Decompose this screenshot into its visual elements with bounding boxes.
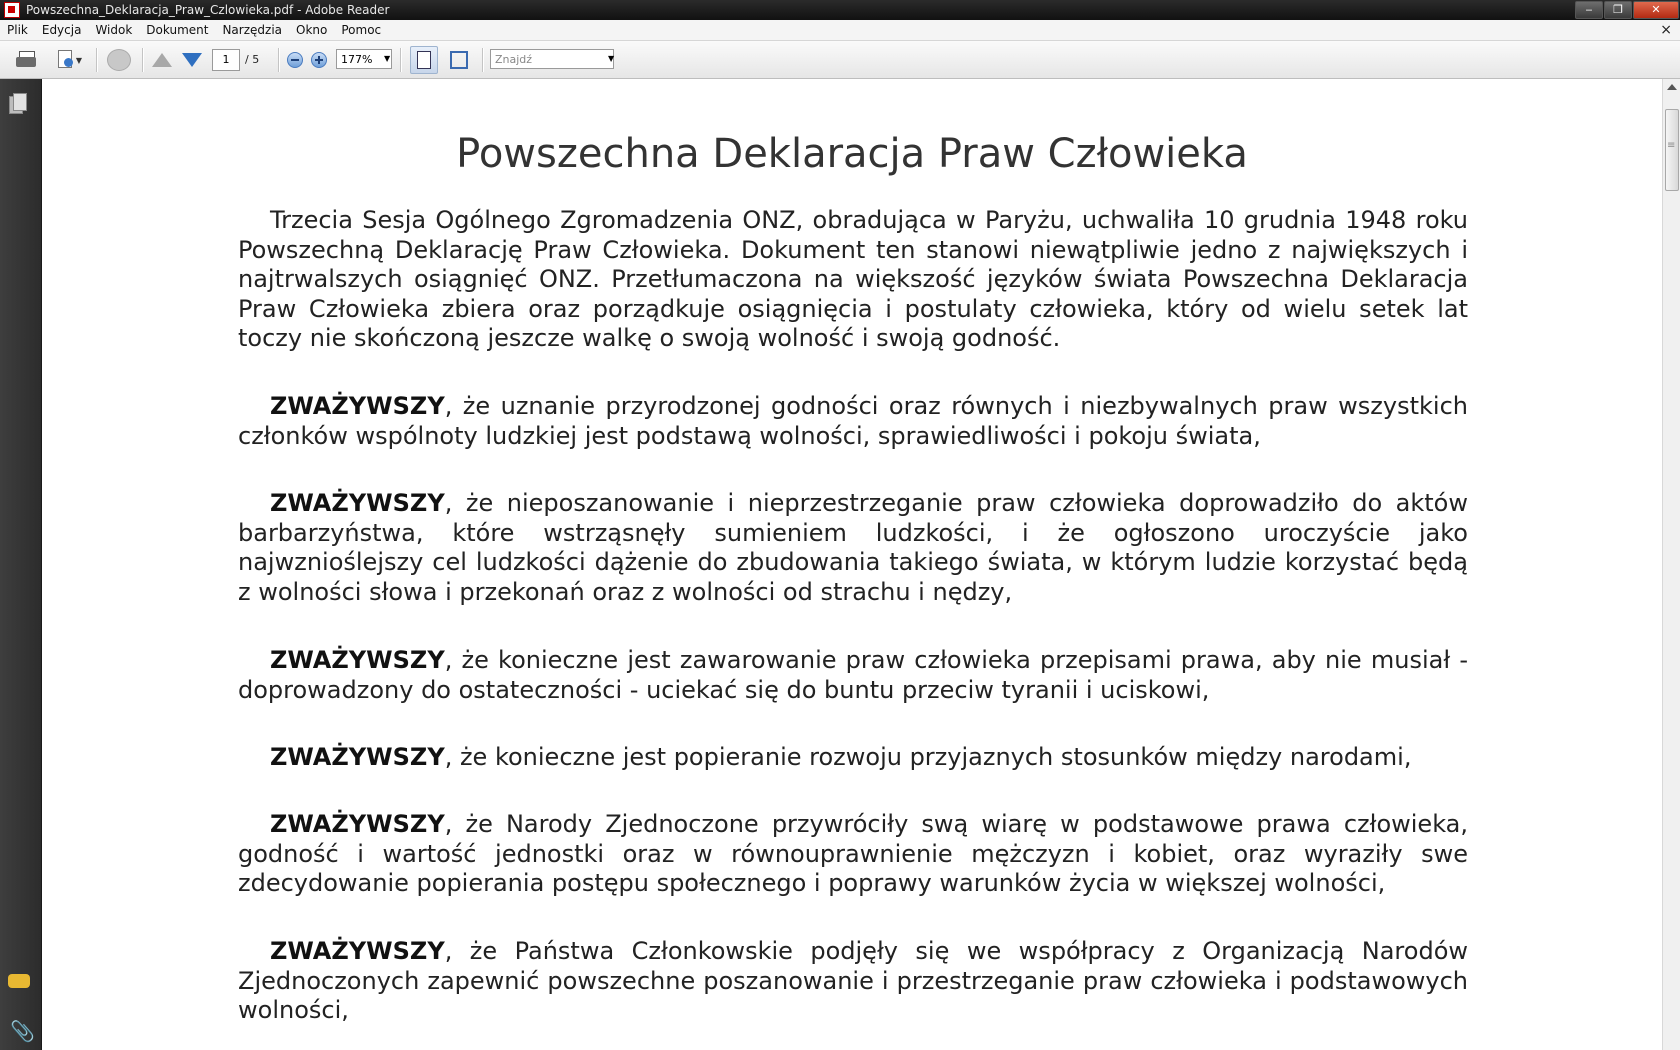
document-title: Powszechna Deklaracja Praw Człowieka (456, 131, 1248, 177)
document-share-icon (56, 50, 74, 70)
menu-okno[interactable]: Okno (296, 23, 328, 37)
window-title: Powszechna_Deklaracja_Praw_Czlowieka.pdf - Adobe Reader (26, 3, 390, 17)
scroll-thumb[interactable] (1665, 109, 1679, 191)
clause-lead-word: ZWAŻYWSZY (270, 937, 445, 965)
document-view[interactable] (42, 79, 1662, 1050)
toolbar-divider (482, 48, 484, 72)
pages-icon[interactable] (9, 93, 27, 115)
window-title-bar (0, 0, 1680, 20)
restore-button[interactable]: ❐ (1604, 1, 1632, 19)
arrow-up-icon (152, 53, 172, 67)
window-controls (1574, 1, 1679, 17)
chevron-down-icon[interactable]: ▼ (608, 54, 615, 63)
clause-text: , że Narody Zjednoczone przywróciły swą wiarę w podstawowe prawa człowieka, godność i wartość jednostki oraz w równouprawnienie mężczyzn i kobiet, oraz wyraziły swe zdecydowanie popierania postępu społecznego i poprawy warunków życia w większej wolności, (238, 810, 1468, 897)
vertical-scrollbar[interactable] (1662, 79, 1680, 1050)
menu-widok[interactable]: Widok (95, 23, 133, 37)
pdf-page (42, 79, 1662, 1050)
toolbar-divider (400, 48, 402, 72)
menu-bar (0, 20, 1680, 41)
page-number-input[interactable]: 1 (212, 49, 240, 71)
print-button[interactable] (14, 49, 40, 71)
clause-paragraph (238, 937, 1468, 1026)
menu-narzedzia[interactable]: Narzędzia (222, 23, 283, 37)
clause-lead-word: ZWAŻYWSZY (270, 392, 445, 420)
toolbar-divider (278, 48, 280, 72)
menu-dokument[interactable]: Dokument (146, 23, 209, 37)
zoom-in-icon (311, 52, 327, 68)
fit-page-width-icon (417, 51, 431, 69)
printer-icon (16, 51, 38, 69)
clause-paragraph (238, 392, 1468, 451)
collaborate-icon (107, 49, 131, 71)
chevron-down-icon[interactable]: ▼ (384, 54, 391, 63)
clause-text: , że nieposzanowanie i nieprzestrzeganie praw człowieka doprowadziło do aktów barbarzyństwa, które wstrząsnęły sumieniem ludzkości, i że ogłoszono uroczyście jako najwznioślejszy cel ludzkości dążenie do zbudowania takiego świata, w którym ludzie korzystać będą z wolności słowa i przekonań oraz z wolności od strachu i nędzy, (238, 489, 1468, 606)
next-page-button[interactable] (180, 49, 204, 71)
clause-paragraph (238, 489, 1468, 607)
arrow-down-icon (182, 53, 202, 67)
clause-paragraph (238, 743, 1468, 773)
fit-width-button[interactable] (410, 46, 438, 74)
zoom-out-icon (287, 52, 303, 68)
intro-text: Trzecia Sesja Ogólnego Zgromadzenia ONZ, obradująca w Paryżu, uchwaliła 10 grudnia 1948 roku Powszechną Deklarację Praw Człowieka. Dokument ten stanowi niewątpliwie jedno z największych i najtrwalszych osiągnięć ONZ. Przetłumaczona na większość języków świata Powszechna Deklaracja Praw Człowieka zbiera oraz porządkuje osiągnięcia i postulaty człowieka, który od wielu setek lat toczy nie skończoną jeszcze walkę o swoją wolność i swoją godność. (238, 206, 1468, 352)
zoom-out-button[interactable] (286, 49, 304, 71)
menu-pomoc[interactable]: Pomoc (341, 23, 382, 37)
clause-text: , że konieczne jest popieranie rozwoju przyjaznych stosunków między narodami, (444, 743, 1412, 771)
clause-lead-word: ZWAŻYWSZY (270, 489, 445, 517)
fit-window-icon (450, 51, 468, 69)
clause-lead-word: ZWAŻYWSZY (270, 646, 445, 674)
attachment-icon[interactable]: 📎 (10, 1019, 35, 1043)
find-input[interactable]: Znajdź (490, 49, 614, 69)
fit-window-button[interactable] (446, 49, 472, 71)
page-total-label: / 5 (245, 53, 260, 66)
clause-paragraph (238, 646, 1468, 705)
clause-text: , że konieczne jest zawarowanie praw człowieka przepisami prawa, aby nie musiał - doprowadzony do ostateczności - uciekać się do buntu przeciw tyranii i uciskowi, (238, 646, 1468, 704)
clause-lead-word: ZWAŻYWSZY (270, 743, 445, 771)
zoom-level-select[interactable]: 177% (336, 49, 392, 69)
minimize-button[interactable]: ‒ (1575, 1, 1603, 19)
scroll-up-icon[interactable] (1667, 84, 1677, 90)
adobe-reader-icon (4, 2, 20, 18)
hand-tool-button[interactable] (106, 49, 132, 71)
previous-page-button[interactable] (150, 49, 174, 71)
create-pdf-button[interactable] (52, 49, 86, 71)
toolbar-divider (142, 48, 144, 72)
navigation-panel (0, 79, 42, 1050)
clause-text: , że Państwa Członkowskie podjęły się we współpracy z Organizacją Narodów Zjednoczonych zapewnić powszechne poszanowanie i przestrzeganie praw człowieka i podstawowych wolności, (238, 937, 1468, 1024)
toolbar-divider (96, 48, 98, 72)
menu-plik[interactable]: Plik (7, 23, 28, 37)
toolbar (0, 41, 1680, 79)
zoom-in-button[interactable] (310, 49, 328, 71)
clause-paragraph (238, 810, 1468, 899)
close-window-button[interactable]: ✕ (1633, 1, 1679, 19)
intro-paragraph (238, 206, 1468, 354)
clause-lead-word: ZWAŻYWSZY (270, 810, 445, 838)
comments-icon[interactable] (8, 974, 30, 988)
chevron-down-icon: ▼ (75, 55, 83, 65)
clause-text: , że uznanie przyrodzonej godności oraz równych i niezbywalnych praw wszystkich członków wspólnoty ludzkiej jest podstawą wolności, sprawiedliwości i pokoju świata, (238, 392, 1468, 450)
close-document-button[interactable]: × (1660, 22, 1672, 38)
menu-edycja[interactable]: Edycja (41, 23, 82, 37)
